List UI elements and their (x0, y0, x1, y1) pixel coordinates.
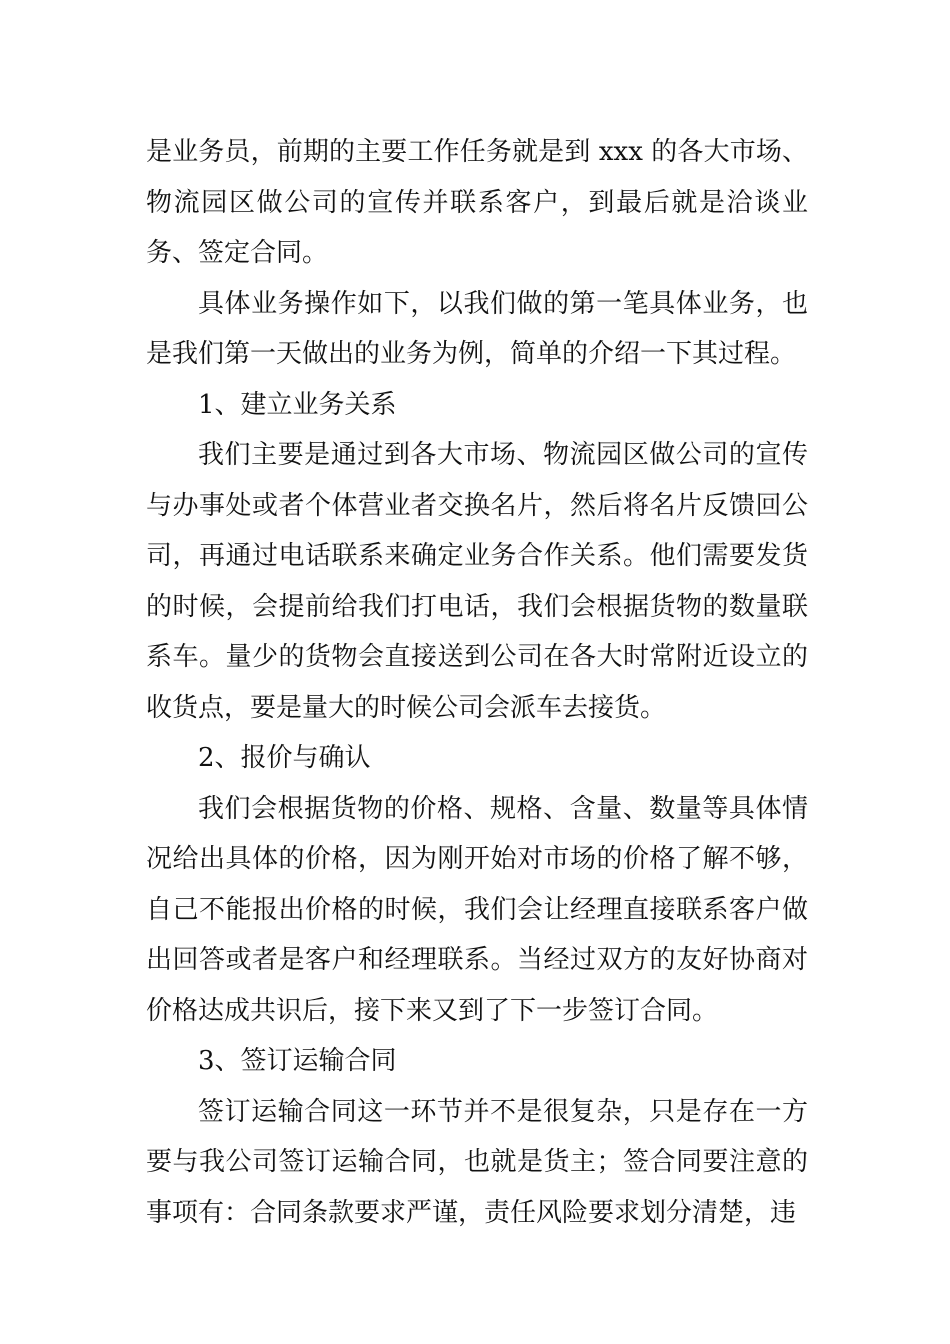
heading-establish-relationship: 1、建立业务关系 (198, 389, 397, 420)
paragraph-quote-confirm: 我们会根据货物的价格、规格、含量、数量等具体情况给出具体的价格，因为刚开始对市场的价格了解不够，自己不能报出价格的时候，我们会让经理直接联系客户做出回答或者是客户和经理联系。当经过双方的友好协商对价格达成共识后，接下来又到了下一步签订合同。 (146, 793, 808, 1026)
document-body (146, 127, 808, 1238)
heading-quote-confirm: 2、报价与确认 (198, 743, 371, 773)
paragraph-sign-contract: 签订运输合同这一环节并不是很复杂，只是存在一方要与我公司签订运输合同，也就是货主；签合同要注意的事项有：合同条款要求严谨，责任风险要求划分清楚，违 (146, 1096, 808, 1228)
heading-sign-contract: 3、签订运输合同 (198, 1046, 397, 1076)
paragraph-establish-relationship: 我们主要是通过到各大市场、物流园区做公司的宣传与办事处或者个体营业者交换名片，然后将名片反馈回公司，再通过电话联系来确定业务合作关系。他们需要发货的时候，会提前给我们打电话，我们会根据货物的数量联系车。量少的货物会直接送到公司在各大时常附近设立的收货点，要是量大的时候公司会派车去接货。 (146, 440, 808, 723)
paragraph-intro-continued: 是业务员，前期的主要工作任务就是到 xxx 的各大市场、物流园区做公司的宣传并联系客户，到最后就是洽谈业务、签定合同。 (146, 137, 808, 268)
paragraph-business-operation: 具体业务操作如下，以我们做的第一笔具体业务，也是我们第一天做出的业务为例，简单的介绍一下其过程。 (146, 288, 808, 369)
